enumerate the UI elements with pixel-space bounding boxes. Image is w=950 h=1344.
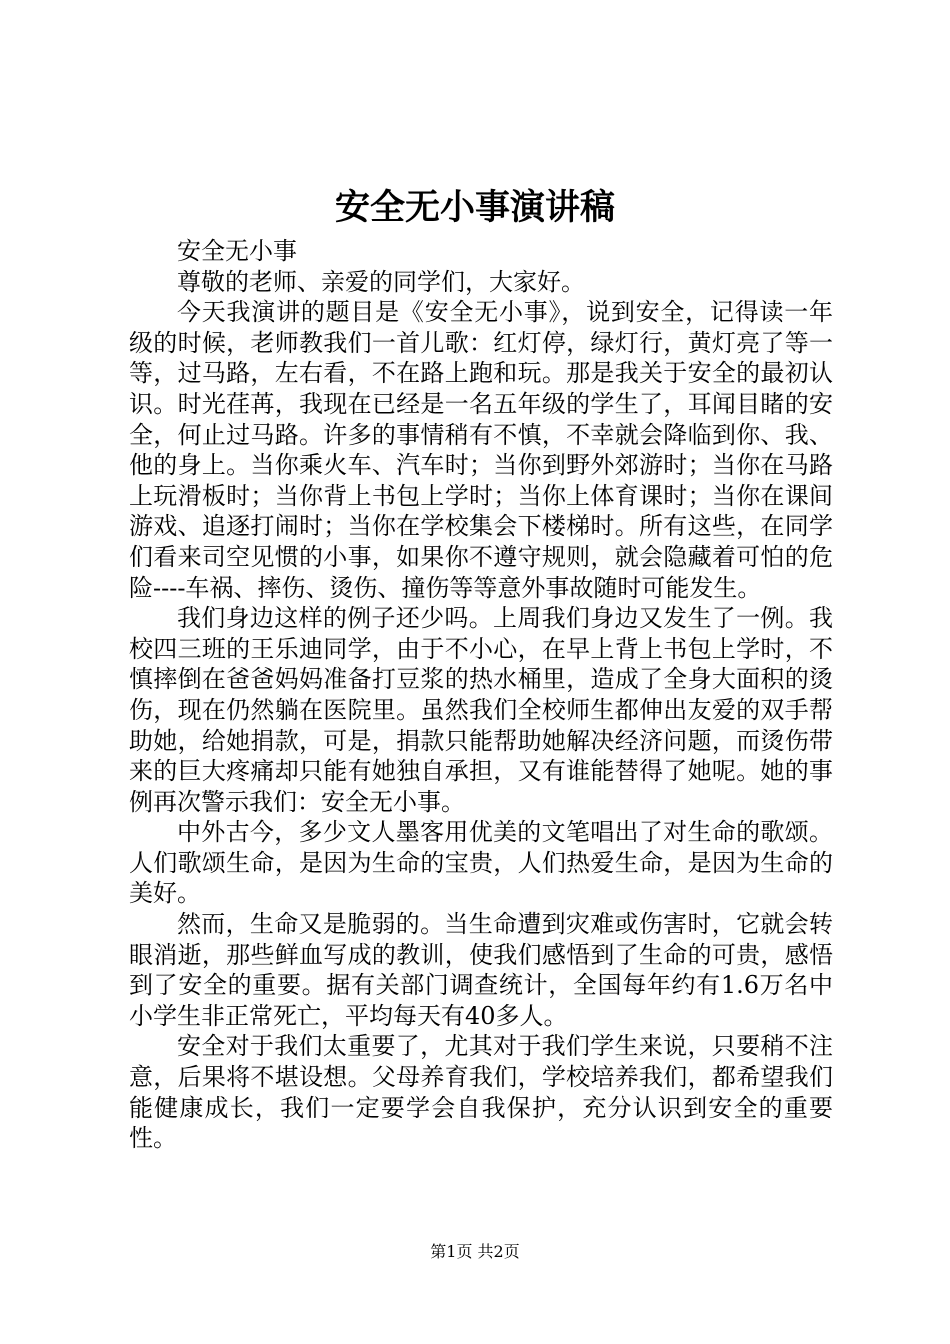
paragraph-subtitle: 安全无小事	[177, 237, 297, 265]
paragraph-greeting: 尊敬的老师、亲爱的同学们，大家好。	[177, 267, 585, 296]
page-footer: 第1页 共2页	[430, 1242, 520, 1261]
document-title: 安全无小事演讲稿	[334, 187, 615, 228]
paragraph: 安全对于我们太重要了，尤其对于我们学生来说，只要稍不注意，后果将不堪设想。父母养育我们，学校培养我们，都希望我们能健康成长，我们一定要学会自我保护，充分认识到安全的重要性。	[129, 1032, 833, 1153]
paragraph: 然而，生命又是脆弱的。当生命遭到灾难或伤害时，它就会转眼消逝，那些鲜血写成的教训，使我们感悟到了生命的可贵，感悟到了安全的重要。据有关部门调查统计，全国每年约有1.6万名中小学生非正常死亡，平均每天有40多人。	[129, 910, 833, 1030]
paragraph: 今天我演讲的题目是《安全无小事》，说到安全，记得读一年级的时候，老师教我们一首儿歌：红灯停，绿灯行，黄灯亮了等一等，过马路，左右看，不在路上跑和玩。那是我关于安全的最初认识。时光荏苒，我现在已经是一名五年级的学生了，耳闻目睹的安全，何止过马路。许多的事情稍有不慎，不幸就会降临到你、我、他的身上。当你乘火车、汽车时；当你到野外郊游时；当你在马路上玩滑板时；当你背上书包上学时；当你上体育课时；当你在课间游戏、追逐打闹时；当你在学校集会下楼梯时。所有这些，在同学们看来司空见惯的小事，如果你不遵守规则，就会隐藏着可怕的危险----车祸、摔伤、烫伤、撞伤等等意外事故随时可能发生。	[129, 298, 833, 602]
paragraph: 我们身边这样的例子还少吗。上周我们身边又发生了一例。我校四三班的王乐迪同学，由于不小心，在早上背上书包上学时，不慎摔倒在爸爸妈妈准备打豆浆的热水桶里，造成了全身大面积的烫伤，现在仍然躺在医院里。虽然我们全校师生都伸出友爱的双手帮助她，给她捐款，可是，捐款只能帮助她解决经济问题，而烫伤带来的巨大疼痛却只能有她独自承担，又有谁能替得了她呢。她的事例再次警示我们：安全无小事。	[129, 604, 833, 816]
document-body	[129, 236, 833, 1154]
paragraph: 中外古今，多少文人墨客用优美的文笔唱出了对生命的歌颂。人们歌颂生命，是因为生命的宝贵，人们热爱生命，是因为生命的美好。	[129, 818, 833, 908]
